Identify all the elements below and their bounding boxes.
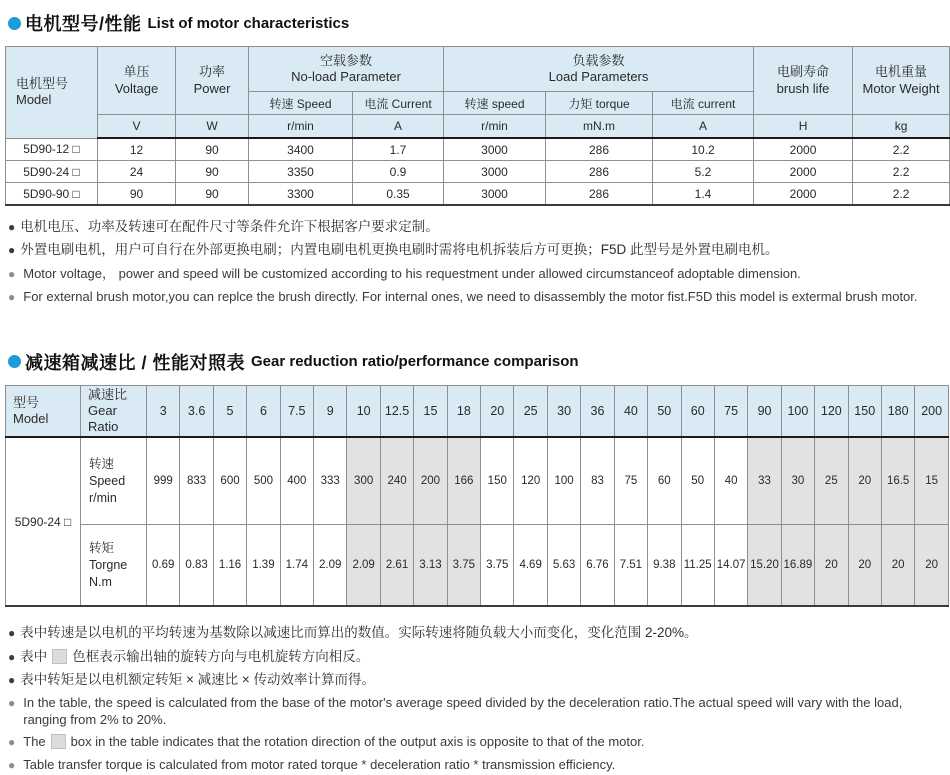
gear-ratio-header-cell: 100 [781,385,814,437]
gear-section-title [8,349,945,375]
load-torque-cell: 286 [546,161,653,183]
motor-header-row-1 [6,47,950,92]
gear-torque-cell: 4.69 [514,525,547,607]
motor-units-row [6,115,950,139]
gear-speed-cell: 75 [614,437,647,525]
motor-section-title [8,10,945,36]
gear-speed-cell: 120 [514,437,547,525]
col-header-motor-weight: 电机重量 Motor Weight [853,47,950,115]
gear-torque-cell: 11.25 [681,525,714,607]
col-header-voltage: 单压 Voltage [98,47,176,115]
motor-title-zh: 电机型号/性能 [25,14,142,34]
col-model-en: Model [16,92,52,108]
load-torque-cell: 286 [546,138,653,161]
gear-speed-cell: 240 [380,437,413,525]
bullet-icon: ● [8,626,16,641]
unit-voltage: V [98,115,176,139]
unit-brush-life: H [754,115,853,139]
power-cell: 90 [176,183,249,206]
unit-noload-speed: r/min [249,115,353,139]
voltage-cell: 90 [98,183,176,206]
note-text: 色框表示输出轴的旋转方向与电机旋转方向相反。 [72,648,370,664]
power-cell: 90 [176,161,249,183]
gear-torque-row [6,525,949,607]
noload-current-cell: 1.7 [353,138,444,161]
gear-speed-cell: 999 [147,437,180,525]
gear-torque-cell: 16.89 [781,525,814,607]
voltage-cell: 24 [98,161,176,183]
note-text: 表中转矩是以电机额定转矩 × 减速比 × 传动效率计算而得。 [20,672,376,688]
motor-table-row [6,183,950,206]
gear-speed-cell: 25 [815,437,848,525]
load-current-cell: 10.2 [653,138,754,161]
col-header-noload-speed: 转速 Speed [249,92,353,115]
load-speed-cell: 3000 [444,183,546,206]
gray-box-swatch [51,734,66,749]
motor-characteristics-table [5,46,950,206]
col-header-load-speed: 转速 speed [444,92,546,115]
gear-speed-cell: 15 [915,437,949,525]
gear-torque-cell: 3.75 [481,525,514,607]
bullet-icon: ● [8,243,16,258]
gear-torque-cell: 7.51 [614,525,647,607]
gear-notes [8,625,945,774]
load-speed-cell: 3000 [444,161,546,183]
bullet-icon: ● [8,673,16,688]
bullet-icon: ● [8,290,16,305]
load-torque-cell: 286 [546,183,653,206]
gear-ratio-header-cell: 50 [648,385,681,437]
gear-header-row [6,385,949,437]
weight-cell: 2.2 [853,138,950,161]
gear-ratio-header-cell: 5 [213,385,246,437]
note-text: Table transfer torque is calculated from motor rated torque * deceleration ratio * transmission efficiency. [23,757,616,773]
blue-bullet-icon [8,17,21,30]
bullet-icon: ● [8,220,16,234]
gear-speed-cell: 300 [347,437,380,525]
unit-power: W [176,115,249,139]
gray-box-swatch [52,649,67,664]
gear-torque-cell: 20 [848,525,881,607]
gear-title-zh: 减速箱减速比 / 性能对照表 [25,352,246,373]
brush-life-cell: 2000 [754,183,853,206]
gear-ratio-header-cell: 60 [681,385,714,437]
unit-load-speed: r/min [444,115,546,139]
gear-speed-cell: 333 [314,437,347,525]
col-header-model [6,47,98,139]
noload-speed-cell: 3300 [249,183,353,206]
model-cell: 5D90-24 □ [6,161,98,183]
gear-ratio-header-cell: 180 [881,385,914,437]
note-text: 外置电刷电机，用户可自行在外部更换电刷；内置电刷电机更换电刷时需将电机拆装后方可更换；F5D 此型号是外置电刷电机。 [20,242,779,258]
note-line [8,266,945,283]
gear-ratio-header-cell: 36 [581,385,614,437]
load-speed-cell: 3000 [444,138,546,161]
note-line [8,672,945,689]
gear-ratio-header-cell: 75 [714,385,747,437]
gear-ratio-header-cell: 10 [347,385,380,437]
noload-speed-cell: 3350 [249,161,353,183]
bullet-icon: ● [8,649,16,664]
gear-speed-cell: 200 [414,437,447,525]
bullet-icon: ● [8,734,16,749]
note-line [8,695,945,728]
load-current-cell: 5.2 [653,161,754,183]
note-line [8,242,945,259]
col-header-gear-ratio: 减速比 Gear Ratio [81,385,147,437]
gear-torque-cell: 2.61 [380,525,413,607]
unit-load-current: A [653,115,754,139]
gear-speed-cell: 400 [280,437,313,525]
gear-ratio-header-cell: 120 [815,385,848,437]
gear-speed-cell: 60 [648,437,681,525]
noload-current-cell: 0.35 [353,183,444,206]
col-header-power: 功率 Power [176,47,249,115]
gear-ratio-header-cell: 7.5 [280,385,313,437]
motor-table-row [6,138,950,161]
note-line [8,289,945,306]
gear-ratio-header-cell: 12.5 [380,385,413,437]
gear-speed-cell: 833 [180,437,213,525]
gear-ratio-header-cell: 150 [848,385,881,437]
weight-cell: 2.2 [853,161,950,183]
gear-torque-cell: 5.63 [547,525,580,607]
gear-model-cell: 5D90-24 □ [6,437,81,606]
gear-speed-cell: 33 [748,437,781,525]
note-line [8,649,945,666]
col-model-zh: 电机型号 [16,76,69,91]
load-current-cell: 1.4 [653,183,754,206]
gear-ratio-header-cell: 18 [447,385,480,437]
gear-speed-cell: 30 [781,437,814,525]
gear-torque-cell: 1.74 [280,525,313,607]
bullet-icon: ● [8,758,16,773]
note-text: The [23,733,46,749]
gear-ratio-header-cell: 25 [514,385,547,437]
gear-torque-cell: 3.13 [414,525,447,607]
note-text: In the table, the speed is calculated from the base of the motor's average speed divided by the deceleration ratio.The actual speed will vary with the load, ranging from 2% to 20%. [23,695,903,727]
gear-torque-cell: 20 [915,525,949,607]
model-cell: 5D90-12 □ [6,138,98,161]
unit-load-torque: mN.m [546,115,653,139]
note-text: 电机电压、功率及转速可在配件尺寸等条件允许下根据客户要求定制。 [20,219,439,234]
gear-torque-cell: 20 [815,525,848,607]
note-text: box in the table indicates that the rotation direction of the output axis is opposite to that of the motor. [70,733,645,749]
unit-motor-weight: kg [853,115,950,139]
col-header-load-torque: 力矩 torque [546,92,653,115]
gear-speed-cell: 83 [581,437,614,525]
note-text: Motor voltage， power and speed will be customized according to his requestment under allowed circumstanceof adoptable dimension. [23,265,801,281]
gear-speed-cell: 20 [848,437,881,525]
unit-noload-current: A [353,115,444,139]
gear-torque-cell: 14.07 [714,525,747,607]
motor-notes [8,219,945,307]
gear-torque-cell: 0.83 [180,525,213,607]
blue-bullet-icon [8,355,21,368]
gear-torque-cell: 9.38 [648,525,681,607]
weight-cell: 2.2 [853,183,950,206]
torque-row-label: 转矩 Torgne N.m [81,525,147,607]
gear-ratio-header-cell: 40 [614,385,647,437]
gear-title-en: Gear reduction ratio/performance comparison [251,353,579,371]
gear-speed-cell: 50 [681,437,714,525]
gear-speed-cell: 600 [213,437,246,525]
gear-ratio-header-cell: 6 [247,385,280,437]
col-header-brush-life: 电刷寿命 brush life [754,47,853,115]
col-header-load-current: 电流 current [653,92,754,115]
gear-torque-cell: 3.75 [447,525,480,607]
gear-speed-cell: 150 [481,437,514,525]
gear-ratio-header-cell: 3 [147,385,180,437]
gear-ratio-header-cell: 3.6 [180,385,213,437]
gear-speed-cell: 500 [247,437,280,525]
gear-ratio-header-cell: 200 [915,385,949,437]
note-line [8,625,945,642]
power-cell: 90 [176,138,249,161]
gear-ratio-header-cell: 20 [481,385,514,437]
gear-torque-cell: 6.76 [581,525,614,607]
model-cell: 5D90-90 □ [6,183,98,206]
note-line [8,734,945,751]
note-line [8,219,945,236]
gear-torque-cell: 15.20 [748,525,781,607]
noload-current-cell: 0.9 [353,161,444,183]
brush-life-cell: 2000 [754,138,853,161]
gear-speed-row [6,437,949,525]
col-header-noload-current: 电流 Current [353,92,444,115]
gear-torque-cell: 0.69 [147,525,180,607]
gear-torque-cell: 20 [881,525,914,607]
bullet-icon: ● [8,696,16,711]
brush-life-cell: 2000 [754,161,853,183]
col-group-load: 负载参数 Load Parameters [444,47,754,92]
voltage-cell: 12 [98,138,176,161]
bullet-icon: ● [8,266,16,281]
gear-speed-cell: 166 [447,437,480,525]
motor-title-en: List of motor characteristics [147,14,350,32]
noload-speed-cell: 3400 [249,138,353,161]
gear-speed-cell: 100 [547,437,580,525]
gear-ratio-header-cell: 90 [748,385,781,437]
speed-row-label: 转速 Speed r/min [81,437,147,525]
note-line [8,757,945,774]
gear-ratio-header-cell: 15 [414,385,447,437]
note-text: 表中 [20,648,48,664]
note-text: For external brush motor,you can replce the brush directly. For internal ones, we need to disassembly the motor fist.F5D this model is extermal brush motor. [23,289,918,305]
motor-table-row [6,161,950,183]
col-group-noload: 空载参数 No-load Parameter [249,47,444,92]
col-header-model: 型号 Model [6,385,81,437]
gear-torque-cell: 1.16 [213,525,246,607]
gear-torque-cell: 1.39 [247,525,280,607]
gear-ratio-table [5,385,949,608]
gear-ratio-header-cell: 30 [547,385,580,437]
gear-speed-cell: 16.5 [881,437,914,525]
gear-speed-cell: 40 [714,437,747,525]
gear-torque-cell: 2.09 [314,525,347,607]
gear-torque-cell: 2.09 [347,525,380,607]
gear-ratio-header-cell: 9 [314,385,347,437]
note-text: 表中转速是以电机的平均转速为基数除以减速比而算出的数值。实际转速将随负载大小而变化，变化范围 2-20%。 [20,625,698,641]
